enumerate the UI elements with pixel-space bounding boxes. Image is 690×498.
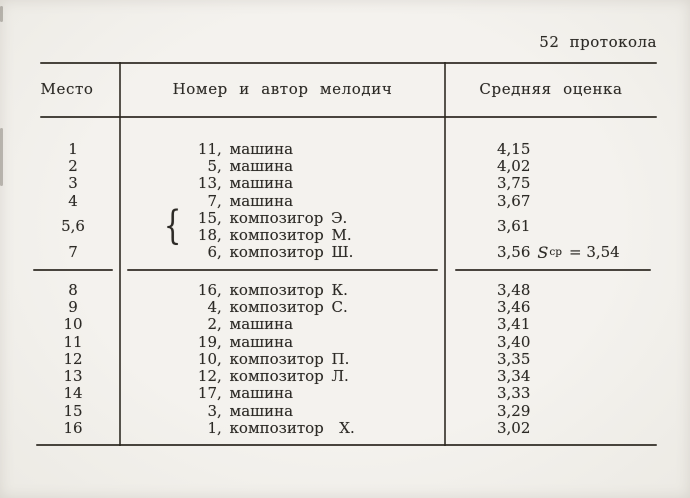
score-cell: 3,34: [497, 367, 531, 386]
table-row: [40, 192, 657, 209]
melody-number: 1: [207, 419, 217, 437]
header-score: Средняя оценка: [479, 80, 623, 98]
s-average-equation: = 3,54: [568, 243, 620, 262]
scan-artifact: [0, 6, 3, 22]
melody-author: , композигор Э.: [217, 208, 348, 227]
protocol-count-note: 52 протокола: [539, 33, 657, 51]
table-row: [40, 402, 657, 419]
table-row: [40, 140, 657, 157]
table-row: [40, 367, 657, 384]
score-cell: 3,41: [497, 315, 531, 334]
score-cell: 3,75: [497, 174, 531, 193]
score-cell: 3,29: [497, 401, 531, 420]
melody-author: , композитор П.: [217, 349, 350, 368]
place-cell: 12: [63, 349, 83, 368]
place-cell: 1: [68, 139, 78, 158]
score-value: 3,56: [497, 243, 531, 262]
melody-cell: [120, 204, 445, 249]
place-cell: 7: [68, 243, 78, 262]
melody-cell: [120, 350, 445, 367]
place-cell: 11: [63, 332, 83, 351]
melody-number: 12: [197, 367, 217, 386]
scan-artifact: [0, 128, 3, 186]
place-cell: 13: [63, 367, 83, 386]
melody-author: , машина: [217, 401, 294, 420]
place-cell: 8: [68, 280, 78, 299]
place-cell: 16: [63, 419, 83, 437]
melody-number: 15: [197, 208, 217, 227]
score-cell: 3,61: [497, 217, 531, 236]
melody-number: 13: [197, 174, 217, 193]
table-row: [40, 385, 657, 402]
place-cell: 3: [68, 174, 78, 193]
brace-glyph: {: [164, 204, 182, 249]
melody-author: , машина: [217, 191, 294, 210]
melody-author: , машина: [217, 156, 294, 175]
melody-number: 16: [197, 280, 217, 299]
melody-number: 3: [207, 401, 217, 420]
table-row: [40, 244, 657, 261]
melody-cell: [120, 367, 445, 384]
melody-cell: [120, 402, 445, 419]
melody-number: 2: [207, 315, 217, 334]
table-row: [40, 350, 657, 367]
header-place: Место: [40, 80, 94, 98]
score-cell: [445, 244, 657, 261]
place-cell: 15: [63, 401, 83, 420]
score-cell: 3,67: [497, 191, 531, 210]
melody-cell: [120, 140, 445, 157]
melody-number: 10: [197, 349, 217, 368]
melody-author: , машина: [217, 384, 294, 403]
melody-author: , композитор М.: [217, 226, 352, 245]
table-row: [40, 281, 657, 298]
table-row: [40, 175, 657, 192]
table-row: [40, 157, 657, 174]
table-row: [40, 316, 657, 333]
melody-author: , машина: [217, 332, 294, 351]
section-divider-gap: [40, 261, 657, 281]
melody-author: , машина: [217, 139, 294, 158]
melody-number: 4: [207, 297, 217, 316]
place-cell: 9: [68, 297, 78, 316]
melody-number: 5: [207, 156, 217, 175]
score-cell: 4,02: [497, 156, 531, 175]
score-cell: 3,35: [497, 349, 531, 368]
melody-cell: [120, 385, 445, 402]
score-cell: 3,46: [497, 297, 531, 316]
melody-author: , композитор Л.: [217, 367, 349, 386]
score-cell: 3,02: [497, 419, 531, 437]
place-cell: 2: [68, 156, 78, 175]
melody-number: 6: [207, 243, 217, 262]
table-row: [40, 298, 657, 315]
table-header-row: [40, 62, 657, 116]
place-cell: 4: [68, 191, 78, 210]
melody-author: , машина: [217, 315, 294, 334]
s-average-subscript: ср: [549, 246, 562, 259]
melody-number: 19: [197, 332, 217, 351]
score-cell: 3,40: [497, 332, 531, 351]
table-row-group: [40, 204, 657, 249]
melody-cell: [120, 157, 445, 174]
melody-cell: [120, 281, 445, 298]
melody-author: , композитор К.: [217, 280, 348, 299]
table-bottom-rule: [36, 444, 657, 446]
melody-author: , машина: [217, 174, 294, 193]
place-cell: 14: [63, 384, 83, 403]
score-cell: 3,48: [497, 280, 531, 299]
place-cell: 5,6: [61, 217, 85, 236]
header-melody: Номер и автор мелодич: [172, 80, 393, 98]
melody-number: 17: [197, 384, 217, 403]
place-cell: 10: [63, 315, 83, 334]
melody-cell: [120, 316, 445, 333]
melody-number: 18: [197, 226, 217, 245]
melody-author: , композитор Ш.: [217, 243, 354, 262]
s-average-symbol: S: [537, 242, 549, 262]
melody-cell: [120, 333, 445, 350]
table-row: [40, 333, 657, 350]
score-cell: 3,33: [497, 384, 531, 403]
melody-author: , композитор Х.: [217, 419, 355, 437]
melody-cell: [120, 175, 445, 192]
melody-number: 11: [197, 139, 217, 158]
score-cell: 4,15: [497, 139, 531, 158]
melody-number: 7: [207, 191, 217, 210]
melody-author: , композитор С.: [217, 297, 348, 316]
melody-cell: [120, 419, 445, 436]
table-body: [40, 140, 657, 437]
melody-cell: [120, 298, 445, 315]
table-row: [40, 419, 657, 436]
header-bottom-rule: [40, 116, 657, 118]
